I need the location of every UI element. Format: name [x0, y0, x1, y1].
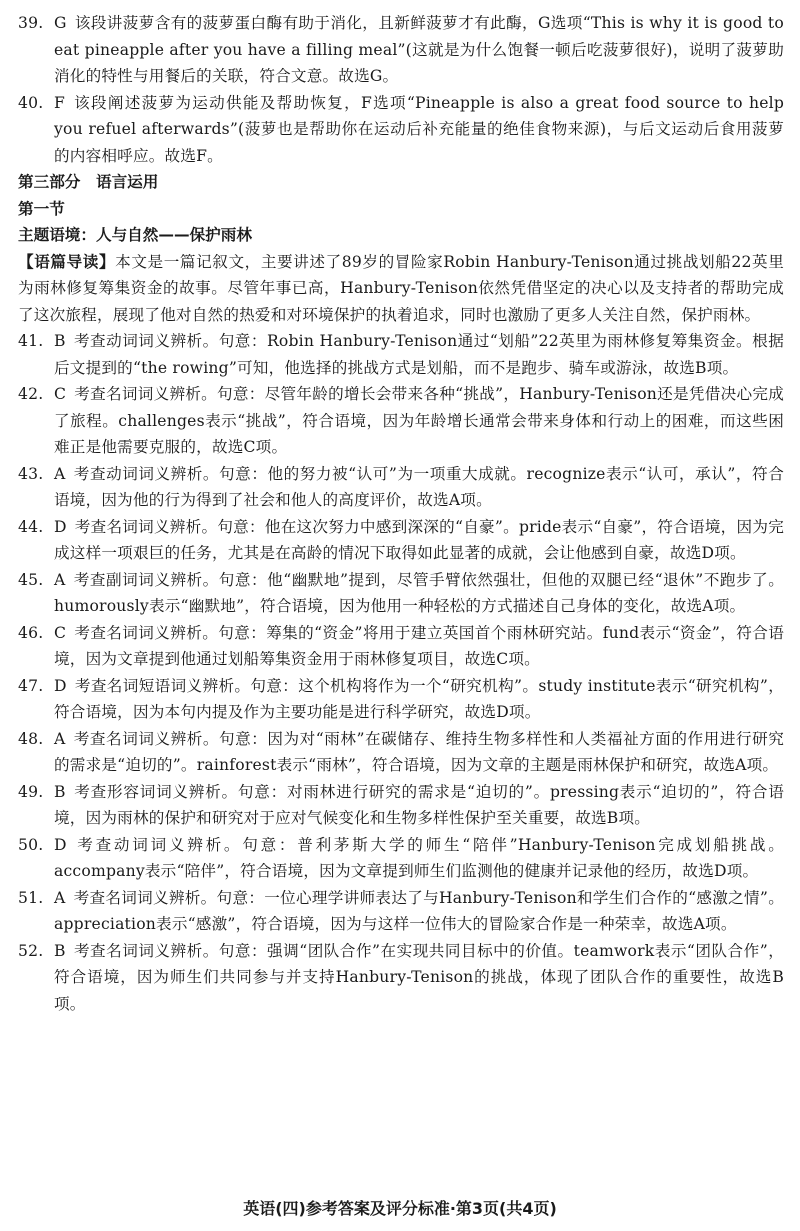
explanation-text: 考查名词词义辨析。句意：因为对“雨林”在碳储存、维持生物多样性和人类福祉方面的作用进行研究的需求是“迫切的”。rainforest表示“雨林”，符合语境，因为文章的主题是雨林保护和研究，故选A项。: [54, 729, 784, 774]
explanation-text: 该段讲菠萝含有的菠萝蛋白酶有助于消化，且新鲜菠萝才有此酶，G选项“This is why it is good to eat pineapple after you have a filling meal”(这就是为什么饱餐一顿后吃菠萝很好)，说明了菠萝助消化的特性与用餐后的关联，符合文意。故选G。: [54, 14, 784, 85]
guide-text: 本文是一篇记叙文，主要讲述了89岁的冒险家Robin Hanbury-Tenison通过挑战划船22英里为雨林修复筹集资金的故事。尽管年事已高，Hanbury-Tenison依然凭借坚定的决心以及支持者的帮助完成了这次旅程，展现了他对自然的热爱和对环境保护的执着追求，同时也激励了更多人关注自然，保护雨林。: [18, 252, 785, 324]
page-footer: 英语(四)参考答案及评分标准·第3页(共4页): [243, 1199, 557, 1218]
question-number: 49.: [18, 782, 44, 801]
explanation-text: 该段阐述菠萝为运动供能及帮助恢复，F选项“Pineapple is also a great food source to help you refuel afterwards”(菠萝也是帮助你在运动后补充能量的绝佳食物来源)，与后文运动后食用菠萝的内容相呼应。故选F。: [54, 93, 784, 165]
answer-letter: G: [54, 14, 67, 32]
question-number: 41.: [18, 332, 44, 350]
explanation-text: 考查动词词义辨析。句意：普利茅斯大学的师生“陪伴”Hanbury-Tenison完成划船挑战。accompany表示“陪伴”，符合语境，因为文章提到师生们监测他的健康并记录他的经历，故选D项。: [54, 835, 784, 880]
answer-item: [18, 726, 784, 779]
explanation-text: 考查形容词词义辨析。句意：对雨林进行研究的需求是“迫切的”。pressing表示“迫切的”，符合语境，因为雨林的保护和研究对于应对气候变化和生物多样性保护至关重要，故选B项。: [54, 782, 784, 827]
answer-letter: A: [54, 729, 66, 748]
explanation-text: 考查副词词义辨析。句意：他“幽默地”提到，尽管手臂依然强壮，但他的双腿已经“退休”不跑步了。humorously表示“幽默地”，符合语境，因为他用一种轻松的方式描述自己身体的变化，故选A项。: [54, 570, 784, 615]
question-number: 44.: [18, 517, 44, 536]
answer-item: [18, 567, 784, 620]
answer-item: [18, 620, 784, 673]
answer-item: [18, 938, 784, 1018]
question-number: 51.: [18, 888, 44, 907]
section-part-heading: 第三部分 语言运用: [18, 173, 159, 191]
explanation-text: 考查动词词义辨析。句意：他的努力被“认可”为一项重大成就。recognize表示“认可，承认”，符合语境，因为他的行为得到了社会和他人的高度评价，故选A项。: [54, 464, 784, 509]
answer-letter: A: [54, 570, 66, 589]
answer-item: [18, 90, 784, 170]
answer-list-cloze: [18, 328, 784, 1017]
explanation-text: 考查名词短语词义辨析。句意：这个机构将作为一个“研究机构”。study institute表示“研究机构”，符合语境，因为本句内提及作为主要功能是进行科学研究，故选D项。: [54, 676, 784, 721]
answer-content: [18, 10, 784, 1017]
answer-letter: D: [54, 517, 67, 536]
answer-item: [18, 514, 784, 567]
guide-tag: 【语篇导读】: [18, 252, 116, 271]
explanation-text: 考查名词词义辨析。句意：尽管年龄的增长会带来各种“挑战”，Hanbury-Tenison还是凭借决心完成了旅程。challenges表示“挑战”，符合语境，因为年龄增长通常会带来身体和行动上的困难，而这些困难正是他需要克服的，故选C项。: [54, 385, 784, 456]
answer-letter: A: [54, 888, 66, 907]
question-number: 45.: [18, 570, 44, 589]
answer-item: [18, 885, 784, 938]
answer-letter: A: [54, 464, 66, 483]
explanation-text: 考查名词词义辨析。句意：他在这次努力中感到深深的“自豪”。pride表示“自豪”，符合语境，因为完成这样一项艰巨的任务，尤其是在高龄的情况下取得如此显著的成就，会让他感到自豪，故选D项。: [54, 517, 784, 562]
answer-item: [18, 10, 784, 90]
question-number: 39.: [18, 14, 44, 32]
explanation-text: 考查名词词义辨析。句意：筹集的“资金”将用于建立英国首个雨林研究站。fund表示“资金”，符合语境，因为文章提到他通过划船筹集资金用于雨林修复项目，故选C项。: [54, 623, 784, 668]
answer-letter: B: [54, 332, 66, 350]
answer-letter: C: [54, 385, 67, 403]
question-number: 48.: [18, 729, 44, 748]
answer-letter: F: [54, 93, 66, 112]
answer-item: [18, 381, 784, 461]
answer-item: [18, 673, 784, 726]
section-sub-heading: 第一节: [18, 199, 65, 218]
question-number: 47.: [18, 676, 44, 695]
question-number: 40.: [18, 93, 44, 112]
question-number: 42.: [18, 385, 44, 403]
answer-item: [18, 832, 784, 885]
explanation-text: 考查名词词义辨析。句意：一位心理学讲师表达了与Hanbury-Tenison和学生们合作的“感激之情”。appreciation表示“感激”，符合语境，因为与这样一位伟大的冒险家合作是一种荣幸，故选A项。: [54, 888, 784, 933]
answer-item: [18, 328, 784, 381]
question-number: 46.: [18, 623, 44, 642]
answer-letter: C: [54, 623, 67, 642]
passage-guide: [18, 249, 784, 329]
answer-letter: D: [54, 835, 67, 854]
theme-context: 主题语境：人与自然——保护雨林: [18, 226, 252, 244]
question-number: 50.: [18, 835, 44, 854]
answer-letter: D: [54, 676, 67, 695]
answer-letter: B: [54, 941, 66, 960]
answer-item: [18, 461, 784, 514]
answer-list-reading: [18, 10, 784, 169]
answer-item: [18, 779, 784, 832]
answer-letter: B: [54, 782, 66, 801]
question-number: 52.: [18, 941, 44, 960]
question-number: 43.: [18, 464, 44, 483]
explanation-text: 考查名词词义辨析。句意：强调“团队合作”在实现共同目标中的价值。teamwork表示“团队合作”，符合语境，因为师生们共同参与并支持Hanbury-Tenison的挑战，体现了团队合作的重要性，故选B项。: [54, 941, 784, 1013]
explanation-text: 考查动词词义辨析。句意：Robin Hanbury-Tenison通过“划船”22英里为雨林修复筹集资金。根据后文提到的“the rowing”可知，他选择的挑战方式是划船，而不是跑步、骑车或游泳，故选B项。: [54, 332, 784, 377]
